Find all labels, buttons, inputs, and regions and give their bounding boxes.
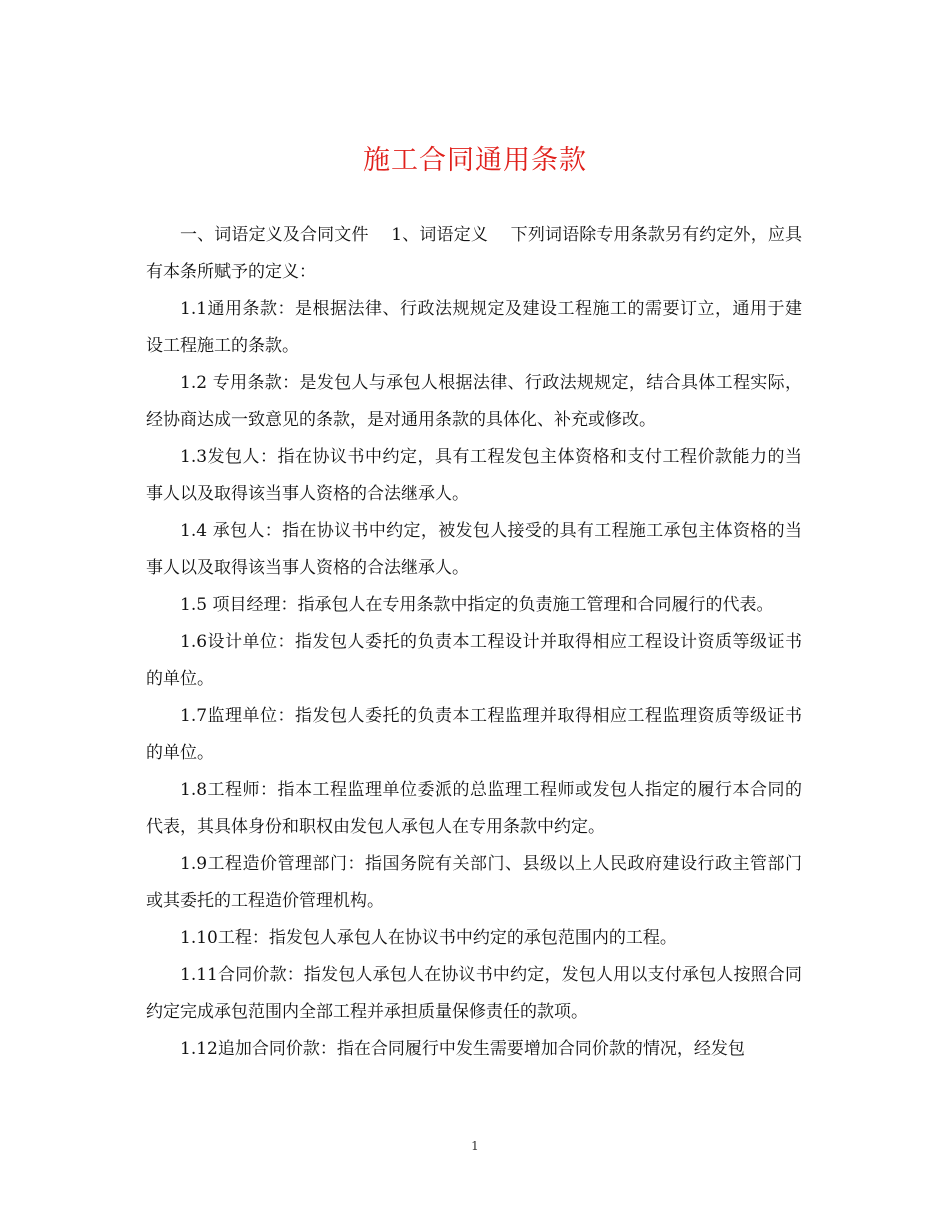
paragraph-1-10: 1.10工程：指发包人承包人在协议书中约定的承包范围内的工程。 (180, 928, 677, 948)
paragraph-1-9: 1.9工程造价管理部门：指国务院有关部门、县级以上人民政府建设行政主管部门或其委托的工程造价管理机构。 (146, 854, 802, 911)
paragraph-intro: 一、词语定义及合同文件 1、词语定义 下列词语除专用条款另有约定外，应具有本条所赋予的定义： (146, 225, 802, 282)
paragraph-1-12: 1.12追加合同价款：指在合同履行中发生需要增加合同价款的情况，经发包 (180, 1039, 745, 1059)
paragraph-1-1: 1.1通用条款：是根据法律、行政法规规定及建设工程施工的需要订立，通用于建设工程施工的条款。 (146, 299, 802, 356)
paragraph-1-6: 1.6设计单位：指发包人委托的负责本工程设计并取得相应工程设计资质等级证书的单位。 (146, 632, 802, 689)
page-number: 1 (471, 1139, 479, 1153)
document-body (146, 217, 802, 1068)
paragraph-1-8: 1.8工程师：指本工程监理单位委派的总监理工程师或发包人指定的履行本合同的代表，其具体身份和职权由发包人承包人在专用条款中约定。 (146, 780, 802, 837)
paragraph-1-7: 1.7监理单位：指发包人委托的负责本工程监理并取得相应工程监理资质等级证书的单位。 (146, 706, 802, 763)
document-title: 施工合同通用条款 (363, 145, 587, 176)
paragraph-1-2: 1.2 专用条款：是发包人与承包人根据法律、行政法规规定，结合具体工程实际，经协商达成一致意见的条款，是对通用条款的具体化、补充或修改。 (146, 373, 802, 430)
paragraph-1-3: 1.3发包人：指在协议书中约定，具有工程发包主体资格和支付工程价款能力的当事人以及取得该当事人资格的合法继承人。 (146, 447, 802, 504)
paragraph-1-11: 1.11合同价款：指发包人承包人在协议书中约定，发包人用以支付承包人按照合同约定完成承包范围内全部工程并承担质量保修责任的款项。 (146, 965, 802, 1022)
paragraph-1-5: 1.5 项目经理：指承包人在专用条款中指定的负责施工管理和合同履行的代表。 (180, 595, 774, 615)
paragraph-1-4: 1.4 承包人：指在协议书中约定，被发包人接受的具有工程施工承包主体资格的当事人以及取得该当事人资格的合法继承人。 (146, 521, 802, 578)
